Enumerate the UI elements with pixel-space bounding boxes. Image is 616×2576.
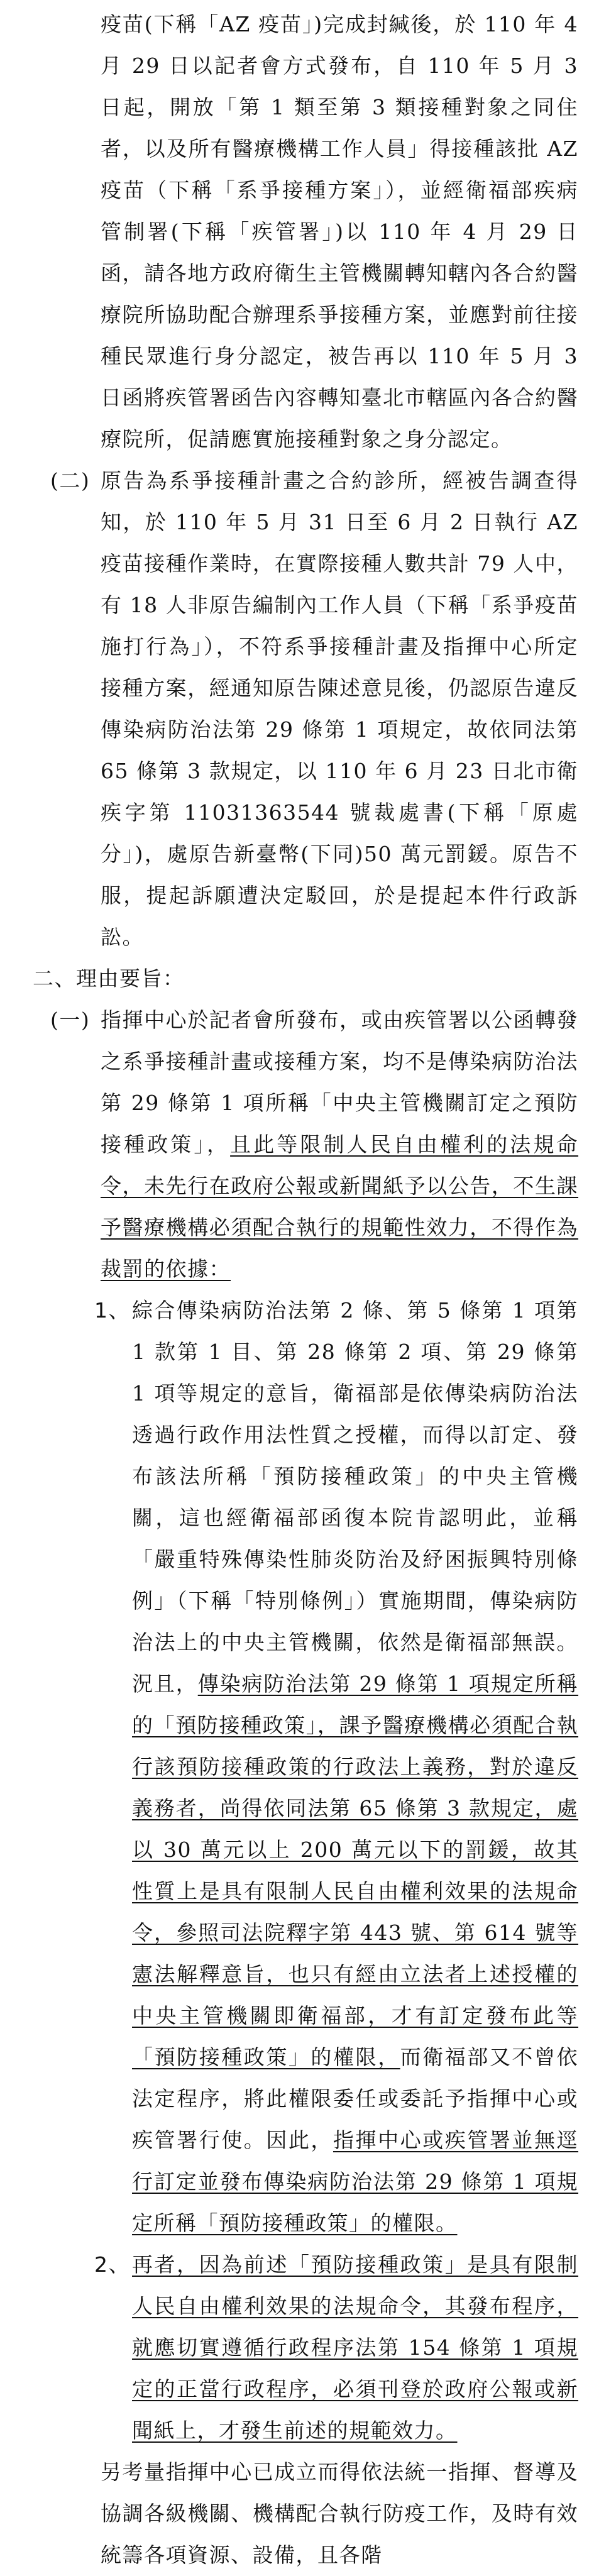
subitem-label: 1、 (94, 1298, 130, 1323)
reason-subitem-2 (25, 2244, 578, 2452)
reason-paragraph-1 (25, 999, 578, 1290)
paragraph-label: (一) (50, 1008, 91, 1032)
background-paragraph-2 (25, 460, 578, 958)
section-heading-reasons: 二、理由要旨： (33, 966, 185, 991)
subitem-text-continued: 而衛福部又不曾依法定程序，將此權限委任或委託予指揮中心或疾管署行使。因此， (132, 2045, 579, 2152)
subitem-text: 綜合傳染病防治法第 2 條、第 5 條第 1 項第 1 款第 1 目、第 28 條第 2 項、第 29 條第 1 項等規定的意旨，衛福部是依傳染病防治法透過行政作用法性質之授權，而得以訂定、發布該法所稱「預防接種政策」的中央主管機關，這也經衛福部函復本院肯認明此，並稱「嚴重特殊傳染性肺炎防治及紓困振興特別條例」（下稱「特別條例」）實施期間，傳染病防治法上的中央主管機關，依然是衛福部無誤。況且， (132, 1298, 578, 1696)
subitem-label: 2、 (94, 2252, 130, 2277)
paragraph-text: 原告為系爭接種計畫之合約診所，經被告調查得知，於 110 年 5 月 31 日至 6 月 2 日執行 AZ 疫苗接種作業時，在實際接種人數共計 79 人中，有 18 人非原告編制內工作人員（下稱「系爭疫苗施打行為」），不符系爭接種計畫及指揮中心所定接種方案，經通知原告陳述意見後，仍認原告違反傳染病防治法第 29 條第 1 項規定，故依同法第 65 條第 3 款規定，以 110 年 6 月 23 日北市衛疾字第 11031363544 號裁處書(下稱「原處分」)，處原告新臺幣(下同)50 萬元罰鍰。原告不服，提起訴願遭決定駁回，於是提起本件行政訴訟。 (101, 468, 578, 949)
paragraph-label: (二) (50, 468, 91, 493)
underlined-text-conclusion: 指揮中心或疾管署並無逕行訂定並發布傳染病防治法第 29 條第 1 項規定所稱「預防接種政策」的權限。 (132, 2128, 579, 2235)
reason-subitem-2-continued: 另考量指揮中心已成立而得依法統一指揮、督導及協調各級機關、機構配合執行防疫工作，及時有效統籌各項資源、設備，且各階 (101, 2460, 578, 2567)
reason-subitem-1 (25, 1290, 578, 2244)
underlined-text: 且此等限制人民自由權利的法規命令，未先行在政府公報或新聞紙予以公告，不生課予醫療機構必須配合執行的規範性效力，不得作為裁罰的依據： (101, 1132, 579, 1281)
underlined-text: 再者，因為前述「預防接種政策」是具有限制人民自由權利效果的法規命令，其發布程序，就應切實遵循行政程序法第 154 條第 1 項規定的正當行政程序，必須刊登於政府公報或新聞紙上，才發生前述的規範效力。 (132, 2252, 578, 2443)
background-paragraph-1: 疫苗(下稱「AZ 疫苗」)完成封緘後，於 110 年 4 月 29 日以記者會方式發布，自 110 年 5 月 3 日起，開放「第 1 類至第 3 類接種對象之同住者，以及所有醫療機構工作人員」得接種該批 AZ 疫苗（下稱「系爭接種方案」），並經衛福部疾病管制署(下稱「疾管署」)以 110 年 4 月 29 日函，請各地方政府衛生主管機關轉知轄內各合約醫療院所協助配合辦理系爭接種方案，並應對前往接種民眾進行身分認定，被告再以 110 年 5 月 3 日函將疾管署函告內容轉知臺北市轄區內各合約醫療院所，促請應實施接種對象之身分認定。 (101, 12, 578, 451)
underlined-text: 傳染病防治法第 29 條第 1 項規定所稱的「預防接種政策」，課予醫療機構必須配合執行該預防接種政策的行政法上義務，對於違反義務者，尚得依同法第 65 條第 3 款規定，處以 30 萬元以上 200 萬元以下的罰鍰，故其性質上是具有限制人民自由權利效果的法規命令，參照司法院釋字第 443 號、第 614 號等憲法解釋意旨，也只有經由立法者上述授權的中央主管機關即衛福部，才有訂定發布此等「預防接種政策」的權限， (132, 1671, 579, 2069)
paragraph-text: 指揮中心於記者會所發布，或由疾管署以公函轉發之系爭接種計畫或接種方案，均不是傳染病防治法第 29 條第 1 項所稱「中央主管機關訂定之預防接種政策」， (101, 1008, 578, 1157)
